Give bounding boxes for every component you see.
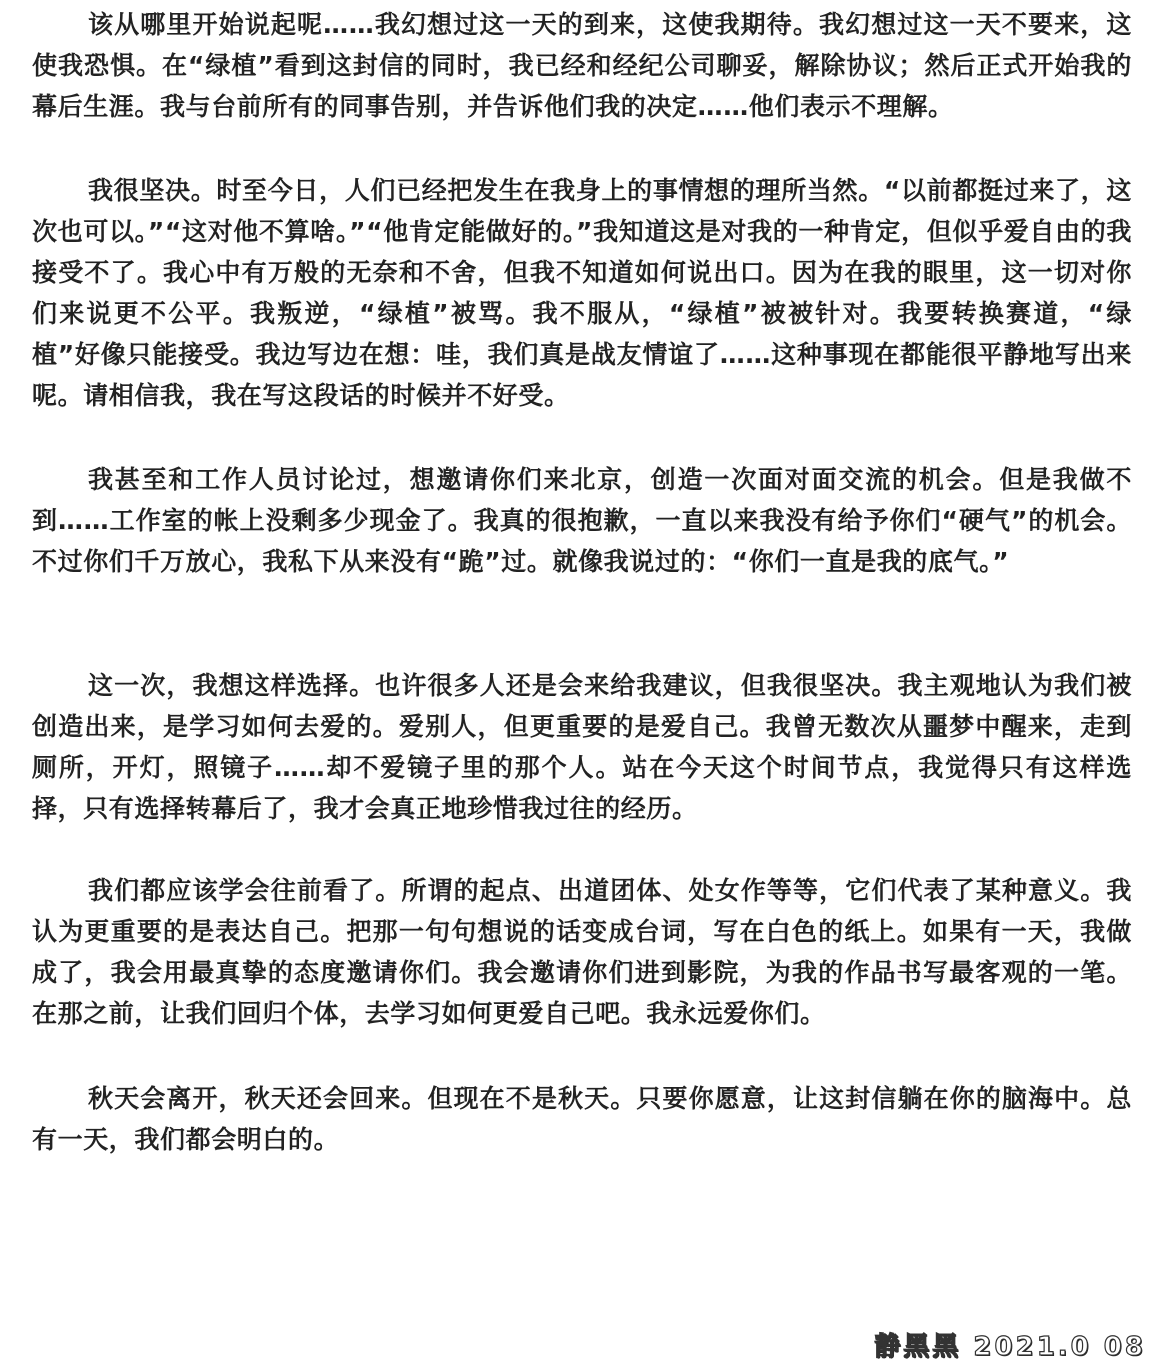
paragraph-1: 该从哪里开始说起呢……我幻想过这一天的到来，这使我期待。我幻想过这一天不要来，这使我恐惧。在“绿植”看到这封信的同时，我已经和经纪公司聊妥，解除协议；然后正式开始我的幕后生涯。我与台前所有的同事告别，并告诉他们我的决定……他们表示不理解。 xyxy=(32,10,1132,121)
paragraph-2: 我很坚决。时至今日，人们已经把发生在我身上的事情想的理所当然。“以前都挺过来了，这次也可以。”“这对他不算啥。”“他肯定能做好的。”我知道这是对我的一种肯定，但似乎爱自由的我接受不了。我心中有万般的无奈和不舍，但我不知道如何说出口。因为在我的眼里，这一切对你们来说更不公平。我叛逆，“绿植”被骂。我不服从，“绿植”被被针对。我要转换赛道，“绿植”好像只能接受。我边写边在想：哇，我们真是战友情谊了……这种事现在都能很平静地写出来呢。请相信我，我在写这段话的时候并不好受。 xyxy=(32,176,1132,410)
paragraph-5: 我们都应该学会往前看了。所谓的起点、出道团体、处女作等等，它们代表了某种意义。我认为更重要的是表达自己。把那一句句想说的话变成台词，写在白色的纸上。如果有一天，我做成了，我会用最真挚的态度邀请你们。我会邀请你们进到影院，为我的作品书写最客观的一笔。在那之前，让我们回归个体，去学习如何更爱自己吧。我永远爱你们。 xyxy=(32,876,1132,1028)
watermark: 静黑黑 2021.0 08 xyxy=(864,1328,1156,1364)
paragraph-3: 我甚至和工作人员讨论过，想邀请你们来北京，创造一次面对面交流的机会。但是我做不到……工作室的帐上没剩多少现金了。我真的很抱歉，一直以来我没有给予你们“硬气”的机会。不过你们千万放心，我私下从来没有“跪”过。就像我说过的：“你们一直是我的底气。” xyxy=(32,465,1132,576)
paragraph-4: 这一次，我想这样选择。也许很多人还是会来给我建议，但我很坚决。我主观地认为我们被创造出来，是学习如何去爱的。爱别人，但更重要的是爱自己。我曾无数次从噩梦中醒来，走到厕所，开灯，照镜子……却不爱镜子里的那个人。站在今天这个时间节点，我觉得只有这样选择，只有选择转幕后了，我才会真正地珍惜我过往的经历。 xyxy=(32,671,1132,823)
paragraph-6: 秋天会离开，秋天还会回来。但现在不是秋天。只要你愿意，让这封信躺在你的脑海中。总有一天，我们都会明白的。 xyxy=(32,1084,1132,1154)
